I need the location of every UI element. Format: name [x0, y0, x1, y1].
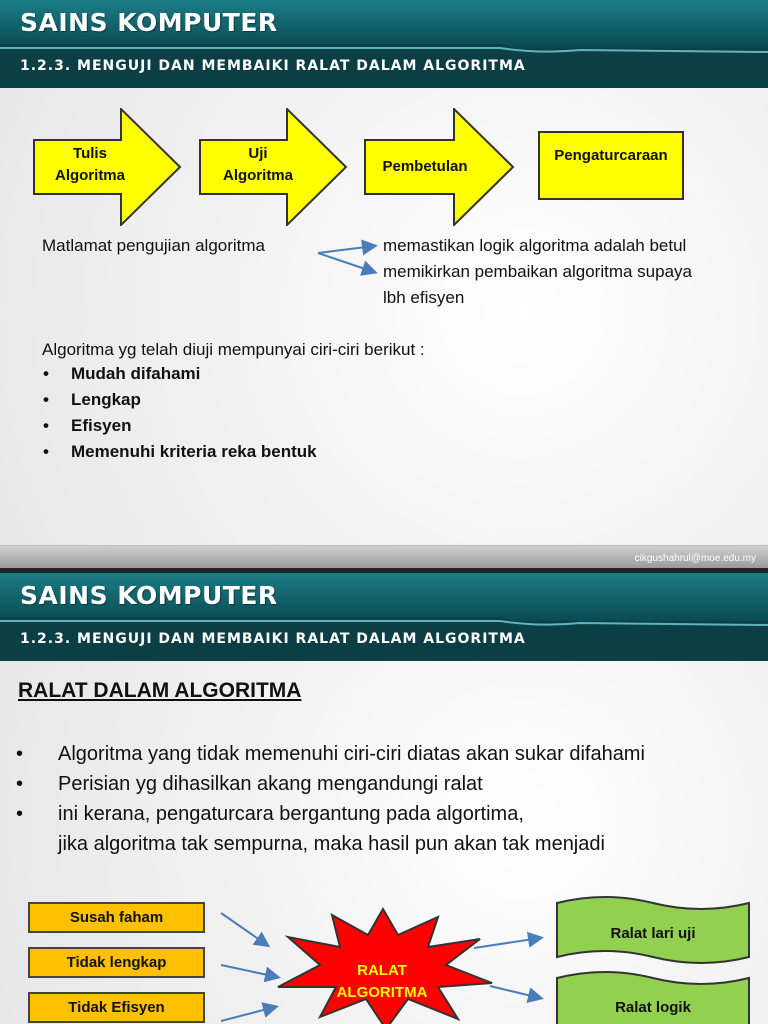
error-points-list: [16, 739, 645, 859]
result-arrows: [470, 928, 550, 1008]
flow-step-correction: Pembetulan: [382, 158, 468, 175]
section-heading: RALAT DALAM ALGORITMA: [18, 679, 302, 702]
slide-header: [0, 0, 768, 88]
slide-subtitle: 1.2.3. MENGUJI DAN MEMBAIKI RALAT DALAM ALGORITMA: [20, 631, 526, 647]
flow-step-test-algorithm: Uji Algoritma: [222, 145, 293, 184]
list-item: • Algoritma yang tidak memenuhi ciri-ciri diatas akan sukar difahami: [16, 739, 645, 769]
list-item: • Memenuhi kriteria reka bentuk: [43, 439, 317, 465]
error-starburst: [268, 891, 498, 1024]
cause-box-inefficient: Tidak Efisyen: [28, 992, 205, 1023]
features-intro: Algoritma yg telah diuji mempunyai ciri-ciri berikut :: [42, 340, 425, 359]
result-logic-error-label: Ralat logik: [615, 999, 691, 1016]
slide-footer: [0, 545, 768, 568]
list-item: • Efisyen: [43, 413, 317, 439]
goal-item-1: memastikan logik algoritma adalah betul: [383, 236, 687, 255]
result-runtime-error-label: Ralat lari uji: [610, 925, 696, 942]
footer-email: cikgushahrul@moe.edu.my: [634, 553, 756, 564]
goal-arrows: [316, 238, 382, 278]
goal-label: Matlamat pengujian algoritma: [42, 236, 266, 255]
list-item: • Lengkap: [43, 387, 317, 413]
list-item: • Perisian yg dihasilkan akang mengandungi ralat: [16, 769, 645, 799]
list-item-line: jika algoritma tak sempurna, maka hasil pun akan tak menjadi: [58, 833, 605, 855]
slide-header: [0, 573, 768, 661]
features-list: [43, 361, 317, 465]
error-center-label: RALAT ALGORITMA: [336, 962, 428, 1001]
flow-step-programming-label: Pengaturcaraan: [554, 147, 668, 164]
slide-2: [0, 573, 768, 1024]
goal-item-2-line-1: memikirkan pembaikan algoritma supaya: [383, 262, 692, 281]
cause-box-hard-to-understand: Susah faham: [28, 902, 205, 933]
list-item-line: • ini kerana, pengaturcara bergantung pada algortima,: [58, 803, 524, 825]
flow-step-write-algorithm: Tulis Algoritma: [54, 145, 125, 184]
cause-box-incomplete: Tidak lengkap: [28, 947, 205, 978]
slide-title: SAINS KOMPUTER: [20, 8, 278, 37]
slide-subtitle: 1.2.3. MENGUJI DAN MEMBAIKI RALAT DALAM ALGORITMA: [20, 58, 526, 74]
flow-step-programming: [538, 131, 684, 200]
list-item: • Mudah difahami: [43, 361, 317, 387]
goal-item-2-line-2: lbh efisyen: [383, 288, 465, 307]
slide-title: SAINS KOMPUTER: [20, 581, 278, 610]
list-item: [16, 799, 645, 859]
